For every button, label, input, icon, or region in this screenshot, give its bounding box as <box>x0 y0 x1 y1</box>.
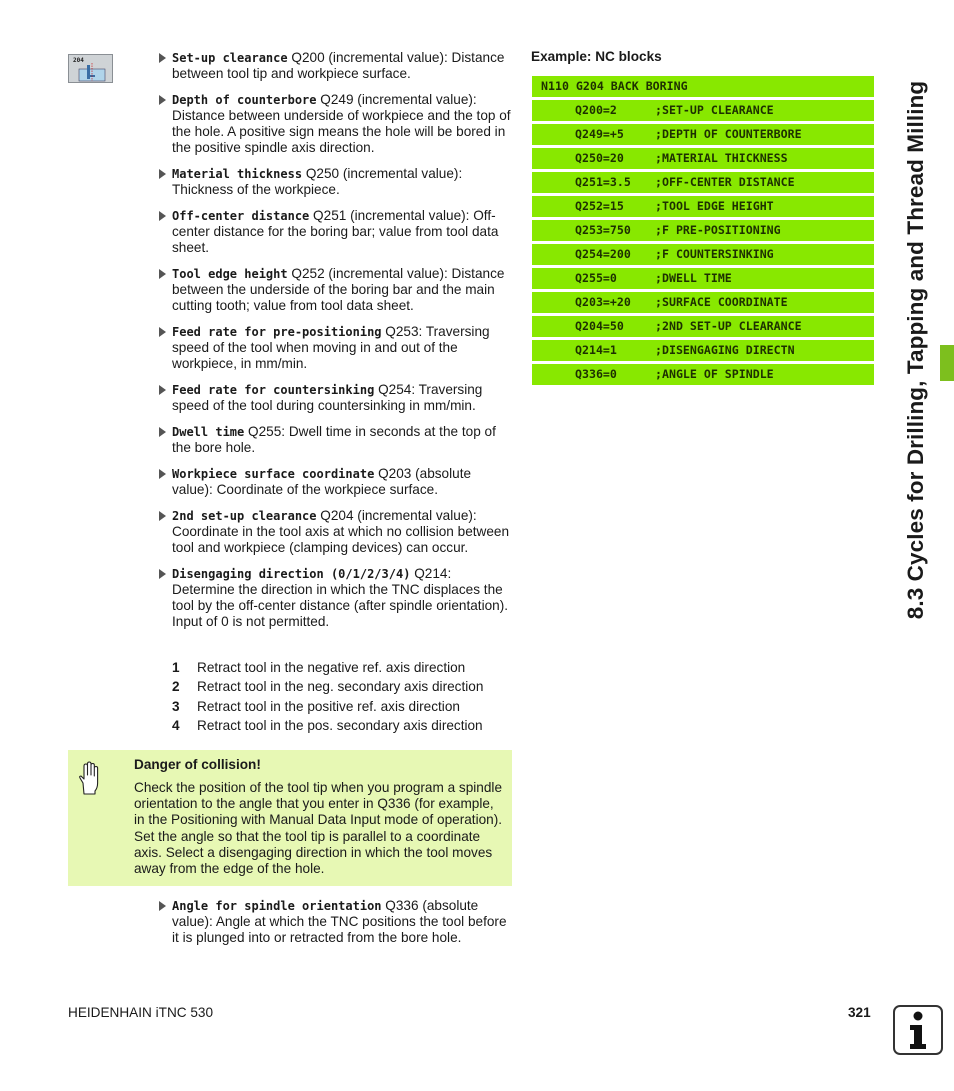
parameter-keyword: Depth of counterbore <box>172 93 317 107</box>
bullet-triangle-icon <box>159 569 166 579</box>
nc-parameter-value: Q336=0 <box>575 367 617 381</box>
parameter-description: Q253: Traversing speed of the tool when moving in and out of the workpiece, in mm/min. <box>172 324 490 371</box>
parameter-keyword: Feed rate for pre-positioning <box>172 325 382 339</box>
nc-parameter-value: Q204=50 <box>575 319 624 333</box>
parameter-item <box>158 208 513 256</box>
parameter-list-continued <box>158 898 513 956</box>
parameter-description: Q254: Traversing speed of the tool during countersinking in mm/min. <box>172 382 483 413</box>
parameter-description: Q204 (incremental value): Coordinate in the tool axis at which no collision between tool and workpiece (clamping devices) can occur. <box>172 508 510 555</box>
parameter-item <box>158 566 513 630</box>
nc-block-row <box>532 172 874 193</box>
warning-hand-icon <box>78 761 100 795</box>
option-number: 3 <box>172 698 180 714</box>
parameter-item <box>158 50 513 82</box>
nc-comment: ;TOOL EDGE HEIGHT <box>655 199 774 213</box>
chapter-side-title <box>892 40 940 660</box>
collision-warning-box <box>68 750 512 886</box>
nc-block-header <box>532 76 874 97</box>
parameter-description: Q250 (incremental value): Thickness of the workpiece. <box>172 166 463 197</box>
parameter-description: Q200 (incremental value): Distance between tool tip and workpiece surface. <box>172 50 505 81</box>
nc-comment: ;SET-UP CLEARANCE <box>655 103 774 117</box>
option-item <box>172 677 512 696</box>
parameter-keyword: 2nd set-up clearance <box>172 509 317 523</box>
nc-comment: ;OFF-CENTER DISTANCE <box>655 175 795 189</box>
parameter-keyword: Angle for spindle orientation <box>172 899 382 913</box>
parameter-item <box>158 166 513 198</box>
nc-comment: ;2ND SET-UP CLEARANCE <box>655 319 802 333</box>
option-item <box>172 658 512 677</box>
nc-parameter-value: Q253=750 <box>575 223 631 237</box>
bullet-triangle-icon <box>159 901 166 911</box>
bullet-triangle-icon <box>159 211 166 221</box>
bullet-triangle-icon <box>159 511 166 521</box>
parameter-list <box>158 50 513 640</box>
nc-comment: ;DEPTH OF COUNTERBORE <box>655 127 802 141</box>
parameter-description: Q251 (incremental value): Off-center distance for the boring bar; value from tool data sheet. <box>172 208 499 255</box>
nc-block-row <box>532 220 874 241</box>
chapter-title-text: 8.3 Cycles for Drilling, Tapping and Thread Milling <box>903 80 928 620</box>
parameter-keyword: Off-center distance <box>172 209 310 223</box>
nc-block-row <box>532 268 874 289</box>
parameter-item <box>158 324 513 372</box>
parameter-keyword: Set-up clearance <box>172 51 288 65</box>
info-icon[interactable] <box>893 1005 943 1055</box>
option-text: Retract tool in the negative ref. axis direction <box>197 660 466 675</box>
nc-comment: ;MATERIAL THICKNESS <box>655 151 788 165</box>
nc-block-row <box>532 124 874 145</box>
option-number: 1 <box>172 660 180 675</box>
nc-block-row <box>532 196 874 217</box>
cycle-number: 204 <box>73 57 84 64</box>
nc-parameter-value: Q249=+5 <box>575 127 624 141</box>
nc-block-row <box>532 316 874 337</box>
warning-title: Danger of collision! <box>134 757 261 772</box>
parameter-description: Q336 (absolute value): Angle at which the TNC positions the tool before it is plunged into or retracted from the bore hole. <box>172 898 507 945</box>
chapter-tab-marker <box>940 345 954 381</box>
nc-parameter-value: Q255=0 <box>575 271 617 285</box>
example-title: Example: NC blocks <box>531 49 662 64</box>
bullet-triangle-icon <box>159 169 166 179</box>
parameter-keyword: Disengaging direction (0/1/2/3/4) <box>172 567 411 581</box>
parameter-keyword: Workpiece surface coordinate <box>172 467 375 481</box>
parameter-item <box>158 424 513 456</box>
nc-block-row <box>532 100 874 121</box>
parameter-item <box>158 466 513 498</box>
parameter-keyword: Material thickness <box>172 167 303 181</box>
nc-parameter-value: Q203=+20 <box>575 295 631 309</box>
parameter-item <box>158 382 513 414</box>
option-text: Retract tool in the pos. secondary axis direction <box>197 717 483 733</box>
parameter-description: Q203 (absolute value): Coordinate of the workpiece surface. <box>172 466 472 497</box>
parameter-keyword: Dwell time <box>172 425 245 439</box>
footer-product: HEIDENHAIN iTNC 530 <box>68 1005 214 1020</box>
option-number: 4 <box>172 717 180 733</box>
nc-comment: ;F COUNTERSINKING <box>655 247 774 261</box>
nc-block-listing <box>532 76 874 388</box>
nc-comment: ;ANGLE OF SPINDLE <box>655 367 774 381</box>
option-item <box>172 716 512 735</box>
nc-block-text: N110 G204 BACK BORING <box>541 79 688 93</box>
parameter-keyword: Feed rate for countersinking <box>172 383 375 397</box>
parameter-keyword: Tool edge height <box>172 267 288 281</box>
nc-parameter-value: Q254=200 <box>575 247 631 261</box>
nc-parameter-value: Q252=15 <box>575 199 624 213</box>
parameter-description: Q214: Determine the direction in which the TNC displaces the tool by the off-center distance (after spindle orientation). Input of 0 is not permitted. <box>172 566 509 629</box>
bullet-triangle-icon <box>159 469 166 479</box>
nc-block-row <box>532 340 874 361</box>
option-text: Retract tool in the positive ref. axis direction <box>197 698 460 714</box>
bullet-triangle-icon <box>159 269 166 279</box>
nc-parameter-value: Q200=2 <box>575 103 617 117</box>
disengaging-options-list <box>172 658 512 735</box>
nc-comment: ;DISENGAGING DIRECTN <box>655 343 795 357</box>
nc-block-row <box>532 292 874 313</box>
bullet-triangle-icon <box>159 385 166 395</box>
nc-block-row <box>532 364 874 385</box>
page-number: 321 <box>848 1005 871 1020</box>
nc-parameter-value: Q251=3.5 <box>575 175 631 189</box>
bullet-triangle-icon <box>159 327 166 337</box>
nc-parameter-value: Q214=1 <box>575 343 617 357</box>
cycle-204-icon <box>68 54 113 83</box>
parameter-item <box>158 898 513 946</box>
parameter-description: Q255: Dwell time in seconds at the top of the bore hole. <box>172 424 496 455</box>
nc-block-row <box>532 148 874 169</box>
nc-comment: ;F PRE-POSITIONING <box>655 223 781 237</box>
option-number: 2 <box>172 679 180 695</box>
parameter-description: Q249 (incremental value): Distance between underside of workpiece and the top of the hole. A positive sign means the hole will be bored in the positive spindle axis direction. <box>172 92 511 155</box>
bullet-triangle-icon <box>159 427 166 437</box>
parameter-item <box>158 92 513 156</box>
nc-comment: ;SURFACE COORDINATE <box>655 295 788 309</box>
option-text: Retract tool in the neg. secondary axis direction <box>197 679 484 695</box>
nc-parameter-value: Q250=20 <box>575 151 624 165</box>
bullet-triangle-icon <box>159 95 166 105</box>
warning-body: Check the position of the tool tip when you program a spindle orientation to the angle that you enter in Q336 (for example, in the Positioning with Manual Data Input mode of operation). Set the angle so that the tool tip is parallel to a coordinate axis. Select a disengaging direction in which the tool moves away from the edge of the hole. <box>134 780 503 877</box>
parameter-item <box>158 266 513 314</box>
option-item <box>172 697 512 716</box>
nc-block-row <box>532 244 874 265</box>
boring-diagram-icon <box>69 55 114 84</box>
bullet-triangle-icon <box>159 53 166 63</box>
parameter-description: Q252 (incremental value): Distance between the underside of the boring bar and the main cutting tooth; value from tool data sheet. <box>172 266 505 313</box>
info-glyph-icon <box>895 1007 941 1053</box>
nc-comment: ;DWELL TIME <box>655 271 732 285</box>
parameter-item <box>158 508 513 556</box>
